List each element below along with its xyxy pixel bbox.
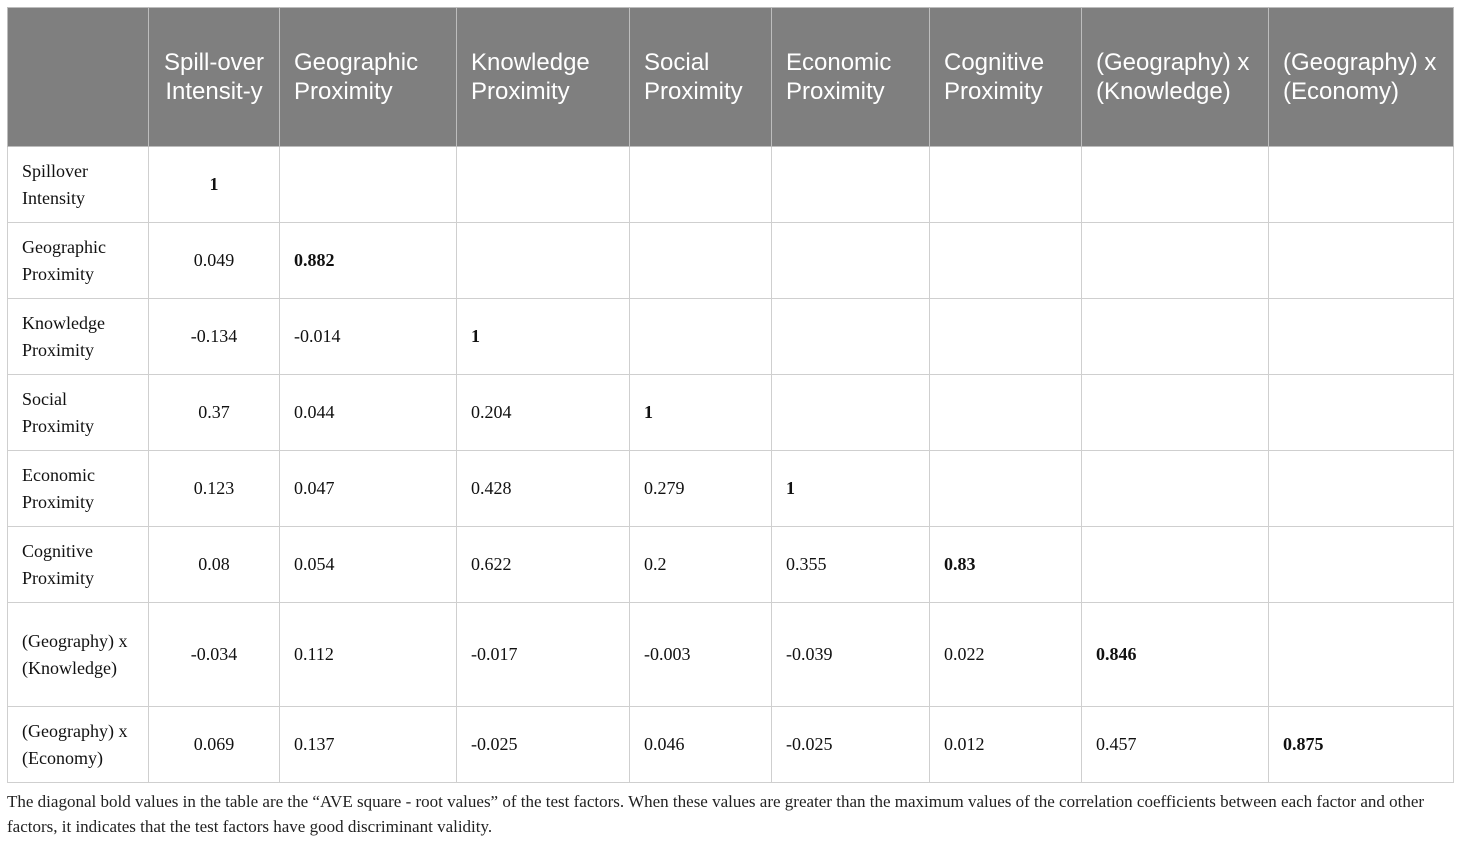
table-cell: -0.034 bbox=[149, 603, 280, 707]
table-cell bbox=[930, 147, 1082, 223]
row-label: Knowledge Proximity bbox=[8, 299, 149, 375]
table-cell bbox=[1082, 527, 1269, 603]
table-cell bbox=[1269, 223, 1454, 299]
table-cell: 0.882 bbox=[280, 223, 457, 299]
header-economic-proximity: Economic Proximity bbox=[772, 8, 930, 147]
row-label: Social Proximity bbox=[8, 375, 149, 451]
header-spillover-intensity: Spill-over Intensit-y bbox=[149, 8, 280, 147]
table-cell: -0.025 bbox=[772, 707, 930, 783]
table-row bbox=[8, 223, 1454, 299]
table-cell: 0.044 bbox=[280, 375, 457, 451]
table-cell: 0.428 bbox=[457, 451, 630, 527]
table-cell bbox=[1269, 375, 1454, 451]
table-cell: 0.069 bbox=[149, 707, 280, 783]
table-cell: 0.08 bbox=[149, 527, 280, 603]
table-cell: 0.012 bbox=[930, 707, 1082, 783]
table-cell bbox=[457, 147, 630, 223]
row-label: (Geography) x (Economy) bbox=[8, 707, 149, 783]
table-cell bbox=[630, 147, 772, 223]
header-geography-x-knowledge: (Geography) x (Knowledge) bbox=[1082, 8, 1269, 147]
table-row bbox=[8, 451, 1454, 527]
table-cell bbox=[1082, 375, 1269, 451]
table-cell bbox=[930, 375, 1082, 451]
table-cell bbox=[280, 147, 457, 223]
table-cell bbox=[630, 223, 772, 299]
table-cell: 0.022 bbox=[930, 603, 1082, 707]
table-cell: 0.112 bbox=[280, 603, 457, 707]
table-cell bbox=[1082, 299, 1269, 375]
table-row bbox=[8, 375, 1454, 451]
table-cell bbox=[1269, 299, 1454, 375]
table-cell bbox=[1269, 147, 1454, 223]
header-row bbox=[8, 8, 1454, 147]
table-cell: 0.83 bbox=[930, 527, 1082, 603]
table-row bbox=[8, 707, 1454, 783]
table-cell: 0.846 bbox=[1082, 603, 1269, 707]
row-label: (Geography) x (Knowledge) bbox=[8, 603, 149, 707]
table-cell: 0.204 bbox=[457, 375, 630, 451]
table-cell: 1 bbox=[630, 375, 772, 451]
table-cell: 0.355 bbox=[772, 527, 930, 603]
table-footnote: The diagonal bold values in the table are the “AVE square - root values” of the test factors. When these values are greater than the maximum values of the correlation coefficients between each factor and other factors, it indicates that the test factors have good discriminant validity. bbox=[7, 792, 1425, 836]
header-social-proximity: Social Proximity bbox=[630, 8, 772, 147]
table-cell bbox=[1269, 451, 1454, 527]
header-geography-x-economy: (Geography) x (Economy) bbox=[1269, 8, 1454, 147]
table-cell: 0.875 bbox=[1269, 707, 1454, 783]
header-empty bbox=[8, 8, 149, 147]
correlation-table-container bbox=[7, 7, 1453, 783]
table-cell bbox=[457, 223, 630, 299]
header-knowledge-proximity: Knowledge Proximity bbox=[457, 8, 630, 147]
table-cell bbox=[1082, 451, 1269, 527]
table-cell bbox=[1082, 147, 1269, 223]
correlation-table bbox=[7, 7, 1454, 783]
table-row bbox=[8, 299, 1454, 375]
table-cell: 0.622 bbox=[457, 527, 630, 603]
header-geographic-proximity: Geographic Proximity bbox=[280, 8, 457, 147]
table-cell bbox=[630, 299, 772, 375]
table-row bbox=[8, 527, 1454, 603]
table-cell bbox=[930, 299, 1082, 375]
table-cell: 0.046 bbox=[630, 707, 772, 783]
table-cell: 0.049 bbox=[149, 223, 280, 299]
table-cell: 1 bbox=[457, 299, 630, 375]
table-cell: 0.054 bbox=[280, 527, 457, 603]
table-cell: 0.137 bbox=[280, 707, 457, 783]
table-cell bbox=[772, 375, 930, 451]
table-cell: -0.003 bbox=[630, 603, 772, 707]
table-cell bbox=[772, 299, 930, 375]
table-cell: -0.017 bbox=[457, 603, 630, 707]
table-cell: -0.025 bbox=[457, 707, 630, 783]
table-cell bbox=[1269, 527, 1454, 603]
table-row bbox=[8, 603, 1454, 707]
table-cell: 0.047 bbox=[280, 451, 457, 527]
table-cell bbox=[1082, 223, 1269, 299]
table-cell: 0.2 bbox=[630, 527, 772, 603]
row-label: Geographic Proximity bbox=[8, 223, 149, 299]
table-cell: 1 bbox=[149, 147, 280, 223]
table-row bbox=[8, 147, 1454, 223]
table-cell bbox=[930, 451, 1082, 527]
row-label: Economic Proximity bbox=[8, 451, 149, 527]
table-cell: 0.457 bbox=[1082, 707, 1269, 783]
table-cell: -0.134 bbox=[149, 299, 280, 375]
table-cell: -0.014 bbox=[280, 299, 457, 375]
table-cell: 0.279 bbox=[630, 451, 772, 527]
row-label: Cognitive Proximity bbox=[8, 527, 149, 603]
table-cell: 1 bbox=[772, 451, 930, 527]
table-cell bbox=[1269, 603, 1454, 707]
row-label: Spillover Intensity bbox=[8, 147, 149, 223]
header-cognitive-proximity: Cognitive Proximity bbox=[930, 8, 1082, 147]
table-cell bbox=[772, 223, 930, 299]
table-cell: -0.039 bbox=[772, 603, 930, 707]
table-cell: 0.123 bbox=[149, 451, 280, 527]
table-cell: 0.37 bbox=[149, 375, 280, 451]
table-cell bbox=[930, 223, 1082, 299]
table-cell bbox=[772, 147, 930, 223]
